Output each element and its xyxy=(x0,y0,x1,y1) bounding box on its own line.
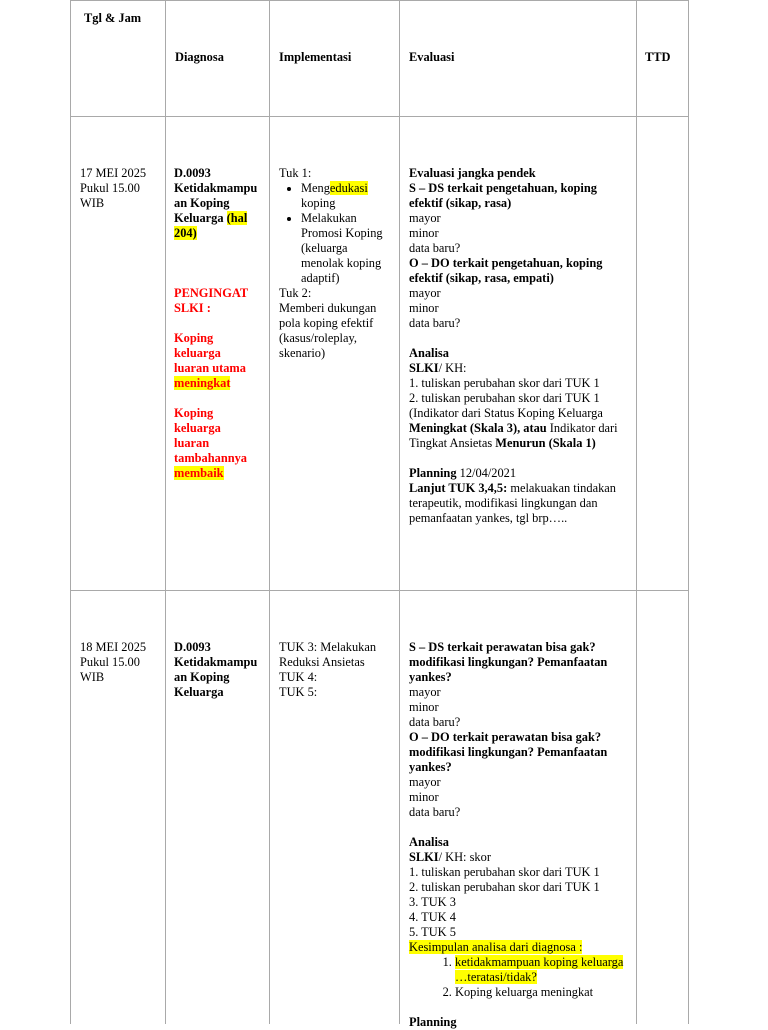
luaran-utama-text: Koping xyxy=(174,331,214,345)
impl-text: TUK 4: xyxy=(279,670,318,684)
subjective-line: efektif (sikap, rasa) xyxy=(409,196,512,210)
impl-text: TUK 3: Melakukan xyxy=(279,640,377,654)
analisa-item: 3. TUK 3 xyxy=(409,895,456,909)
tuk2-text: pola koping efektif xyxy=(279,316,374,330)
subjective-line: S – DS terkait pengetahuan, koping xyxy=(409,181,597,195)
row1-diagnosa xyxy=(174,166,257,481)
lanjut-line: Lanjut TUK 3,4,5: melakuakan tindakan xyxy=(409,481,616,495)
luaran-tambahan-text: luaran xyxy=(174,436,210,450)
analisa-item: 2. tuliskan perubahan skor dari TUK 1 xyxy=(409,880,600,894)
analisa-item: 1. tuliskan perubahan skor dari TUK 1 xyxy=(409,376,600,390)
luaran-tambahan-text: keluarga xyxy=(174,421,221,435)
mayor-text: mayor xyxy=(409,211,441,225)
minor-text: minor xyxy=(409,226,439,240)
list-item: 2. Koping keluarga meningkat xyxy=(455,985,623,1000)
analisa-label: Analisa xyxy=(409,346,449,360)
row-divider xyxy=(70,116,689,117)
table-border-left xyxy=(70,0,71,1024)
analisa-item: 2. tuliskan perubahan skor dari TUK 1 xyxy=(409,391,600,405)
table-border-right xyxy=(688,0,689,1024)
list-item: • Melakukan Promosi Koping (keluarga menolak koping adaptif) xyxy=(301,211,383,286)
planning-label: Planning xyxy=(409,1015,457,1029)
subjective-line: modifikasi lingkungan? Pemanfaatan xyxy=(409,655,608,669)
column-divider xyxy=(636,0,637,1024)
header-implementasi: Implementasi xyxy=(279,50,352,64)
list-item: • Mengedukasi koping xyxy=(301,181,383,211)
tuk1-label: Tuk 1: xyxy=(279,166,312,180)
row2-implementasi xyxy=(279,640,376,700)
analisa-note: Meningkat (Skala 3), atau Indikator dari xyxy=(409,421,618,435)
data-baru-text: data baru? xyxy=(409,241,461,255)
mayor-text: mayor xyxy=(409,286,441,300)
lanjut-line: terapeutik, modifikasi lingkungan dan xyxy=(409,496,598,510)
tuk1-list xyxy=(279,181,383,286)
list-item: 1. ketidakmampuan koping keluarga …teratasi/tidak? xyxy=(455,955,623,985)
lanjut-line: pemanfaatan yankes, tgl brp….. xyxy=(409,511,568,525)
table-border-top xyxy=(70,0,689,1)
analisa-label: Analisa xyxy=(409,835,449,849)
analisa-note: (Indikator dari Status Koping Keluarga xyxy=(409,406,603,420)
row-divider xyxy=(70,590,689,591)
row2-date-time xyxy=(80,640,146,685)
tuk2-label: Tuk 2: xyxy=(279,286,312,300)
diagnosis-name: Ketidakmampu xyxy=(174,181,258,195)
row2-evaluasi xyxy=(409,640,623,1030)
diagnosis-name: Ketidakmampu xyxy=(174,655,258,669)
luaran-tambahan-value: membaik xyxy=(174,466,224,480)
row1-evaluasi xyxy=(409,166,618,526)
luaran-utama-value: meningkat xyxy=(174,376,231,390)
date-text: 17 MEI 2025 xyxy=(80,166,147,180)
row1-date-time xyxy=(80,166,146,211)
column-divider xyxy=(269,0,270,1024)
header-diagnosa: Diagnosa xyxy=(175,50,224,64)
highlighted-page-ref: (hal xyxy=(226,211,248,225)
minor-text: minor xyxy=(409,790,439,804)
planning-line: Planning 12/04/2021 xyxy=(409,466,517,480)
mayor-text: mayor xyxy=(409,775,441,789)
analisa-item: 4. TUK 4 xyxy=(409,910,456,924)
slki-line: SLKI/ KH: skor xyxy=(409,850,491,864)
data-baru-text: data baru? xyxy=(409,316,461,330)
luaran-tambahan-text: tambahannya xyxy=(174,451,247,465)
tuk2-text: Memberi dukungan xyxy=(279,301,377,315)
diagnosis-code: D.0093 xyxy=(174,640,211,654)
date-text: 18 MEI 2025 xyxy=(80,640,147,654)
diagnosis-code: D.0093 xyxy=(174,166,211,180)
time-text: Pukul 15.00 xyxy=(80,181,140,195)
tuk2-text: (kasus/roleplay, xyxy=(279,331,357,345)
header-tgl-jam: Tgl & Jam xyxy=(84,11,142,25)
luaran-utama-text: keluarga xyxy=(174,346,221,360)
timezone-text: WIB xyxy=(80,670,105,684)
analisa-item: 1. tuliskan perubahan skor dari TUK 1 xyxy=(409,865,600,879)
objective-line: efektif (sikap, rasa, empati) xyxy=(409,271,554,285)
pengingat-label: PENGINGAT xyxy=(174,286,249,300)
diagnosis-name: Keluarga xyxy=(174,685,224,699)
tuk2-text: skenario) xyxy=(279,346,326,360)
kesimpulan-line: Kesimpulan analisa dari diagnosa : xyxy=(409,940,583,954)
column-divider xyxy=(399,0,400,1024)
mayor-text: mayor xyxy=(409,685,441,699)
diagnosis-name: an Koping xyxy=(174,670,230,684)
header-ttd: TTD xyxy=(645,50,671,64)
subjective-line: yankes? xyxy=(409,670,452,684)
impl-text: TUK 5: xyxy=(279,685,318,699)
luaran-tambahan-text: Koping xyxy=(174,406,214,420)
objective-line: modifikasi lingkungan? Pemanfaatan xyxy=(409,745,608,759)
minor-text: minor xyxy=(409,301,439,315)
diagnosis-page-ref: 204) xyxy=(174,226,197,240)
column-divider xyxy=(165,0,166,1024)
analisa-note: Tingkat Ansietas Menurun (Skala 1) xyxy=(409,436,596,450)
slki-label: SLKI : xyxy=(174,301,211,315)
timezone-text: WIB xyxy=(80,196,105,210)
luaran-utama-text: luaran utama xyxy=(174,361,246,375)
diagnosis-name: an Koping xyxy=(174,196,230,210)
subjective-line: S – DS terkait perawatan bisa gak? xyxy=(409,640,596,654)
slki-line: SLKI/ KH: xyxy=(409,361,467,375)
header-evaluasi: Evaluasi xyxy=(409,50,455,64)
kesimpulan-list xyxy=(409,955,623,1000)
analisa-item: 5. TUK 5 xyxy=(409,925,456,939)
minor-text: minor xyxy=(409,700,439,714)
data-baru-text: data baru? xyxy=(409,715,461,729)
row1-implementasi xyxy=(279,166,383,361)
data-baru-text: data baru? xyxy=(409,805,461,819)
row2-diagnosa xyxy=(174,640,257,700)
time-text: Pukul 15.00 xyxy=(80,655,140,669)
objective-line: O – DO terkait perawatan bisa gak? xyxy=(409,730,602,744)
diagnosis-name: Keluarga (hal xyxy=(174,211,248,225)
objective-line: yankes? xyxy=(409,760,452,774)
eval-title: Evaluasi jangka pendek xyxy=(409,166,536,180)
impl-text: Reduksi Ansietas xyxy=(279,655,365,669)
objective-line: O – DO terkait pengetahuan, koping xyxy=(409,256,603,270)
